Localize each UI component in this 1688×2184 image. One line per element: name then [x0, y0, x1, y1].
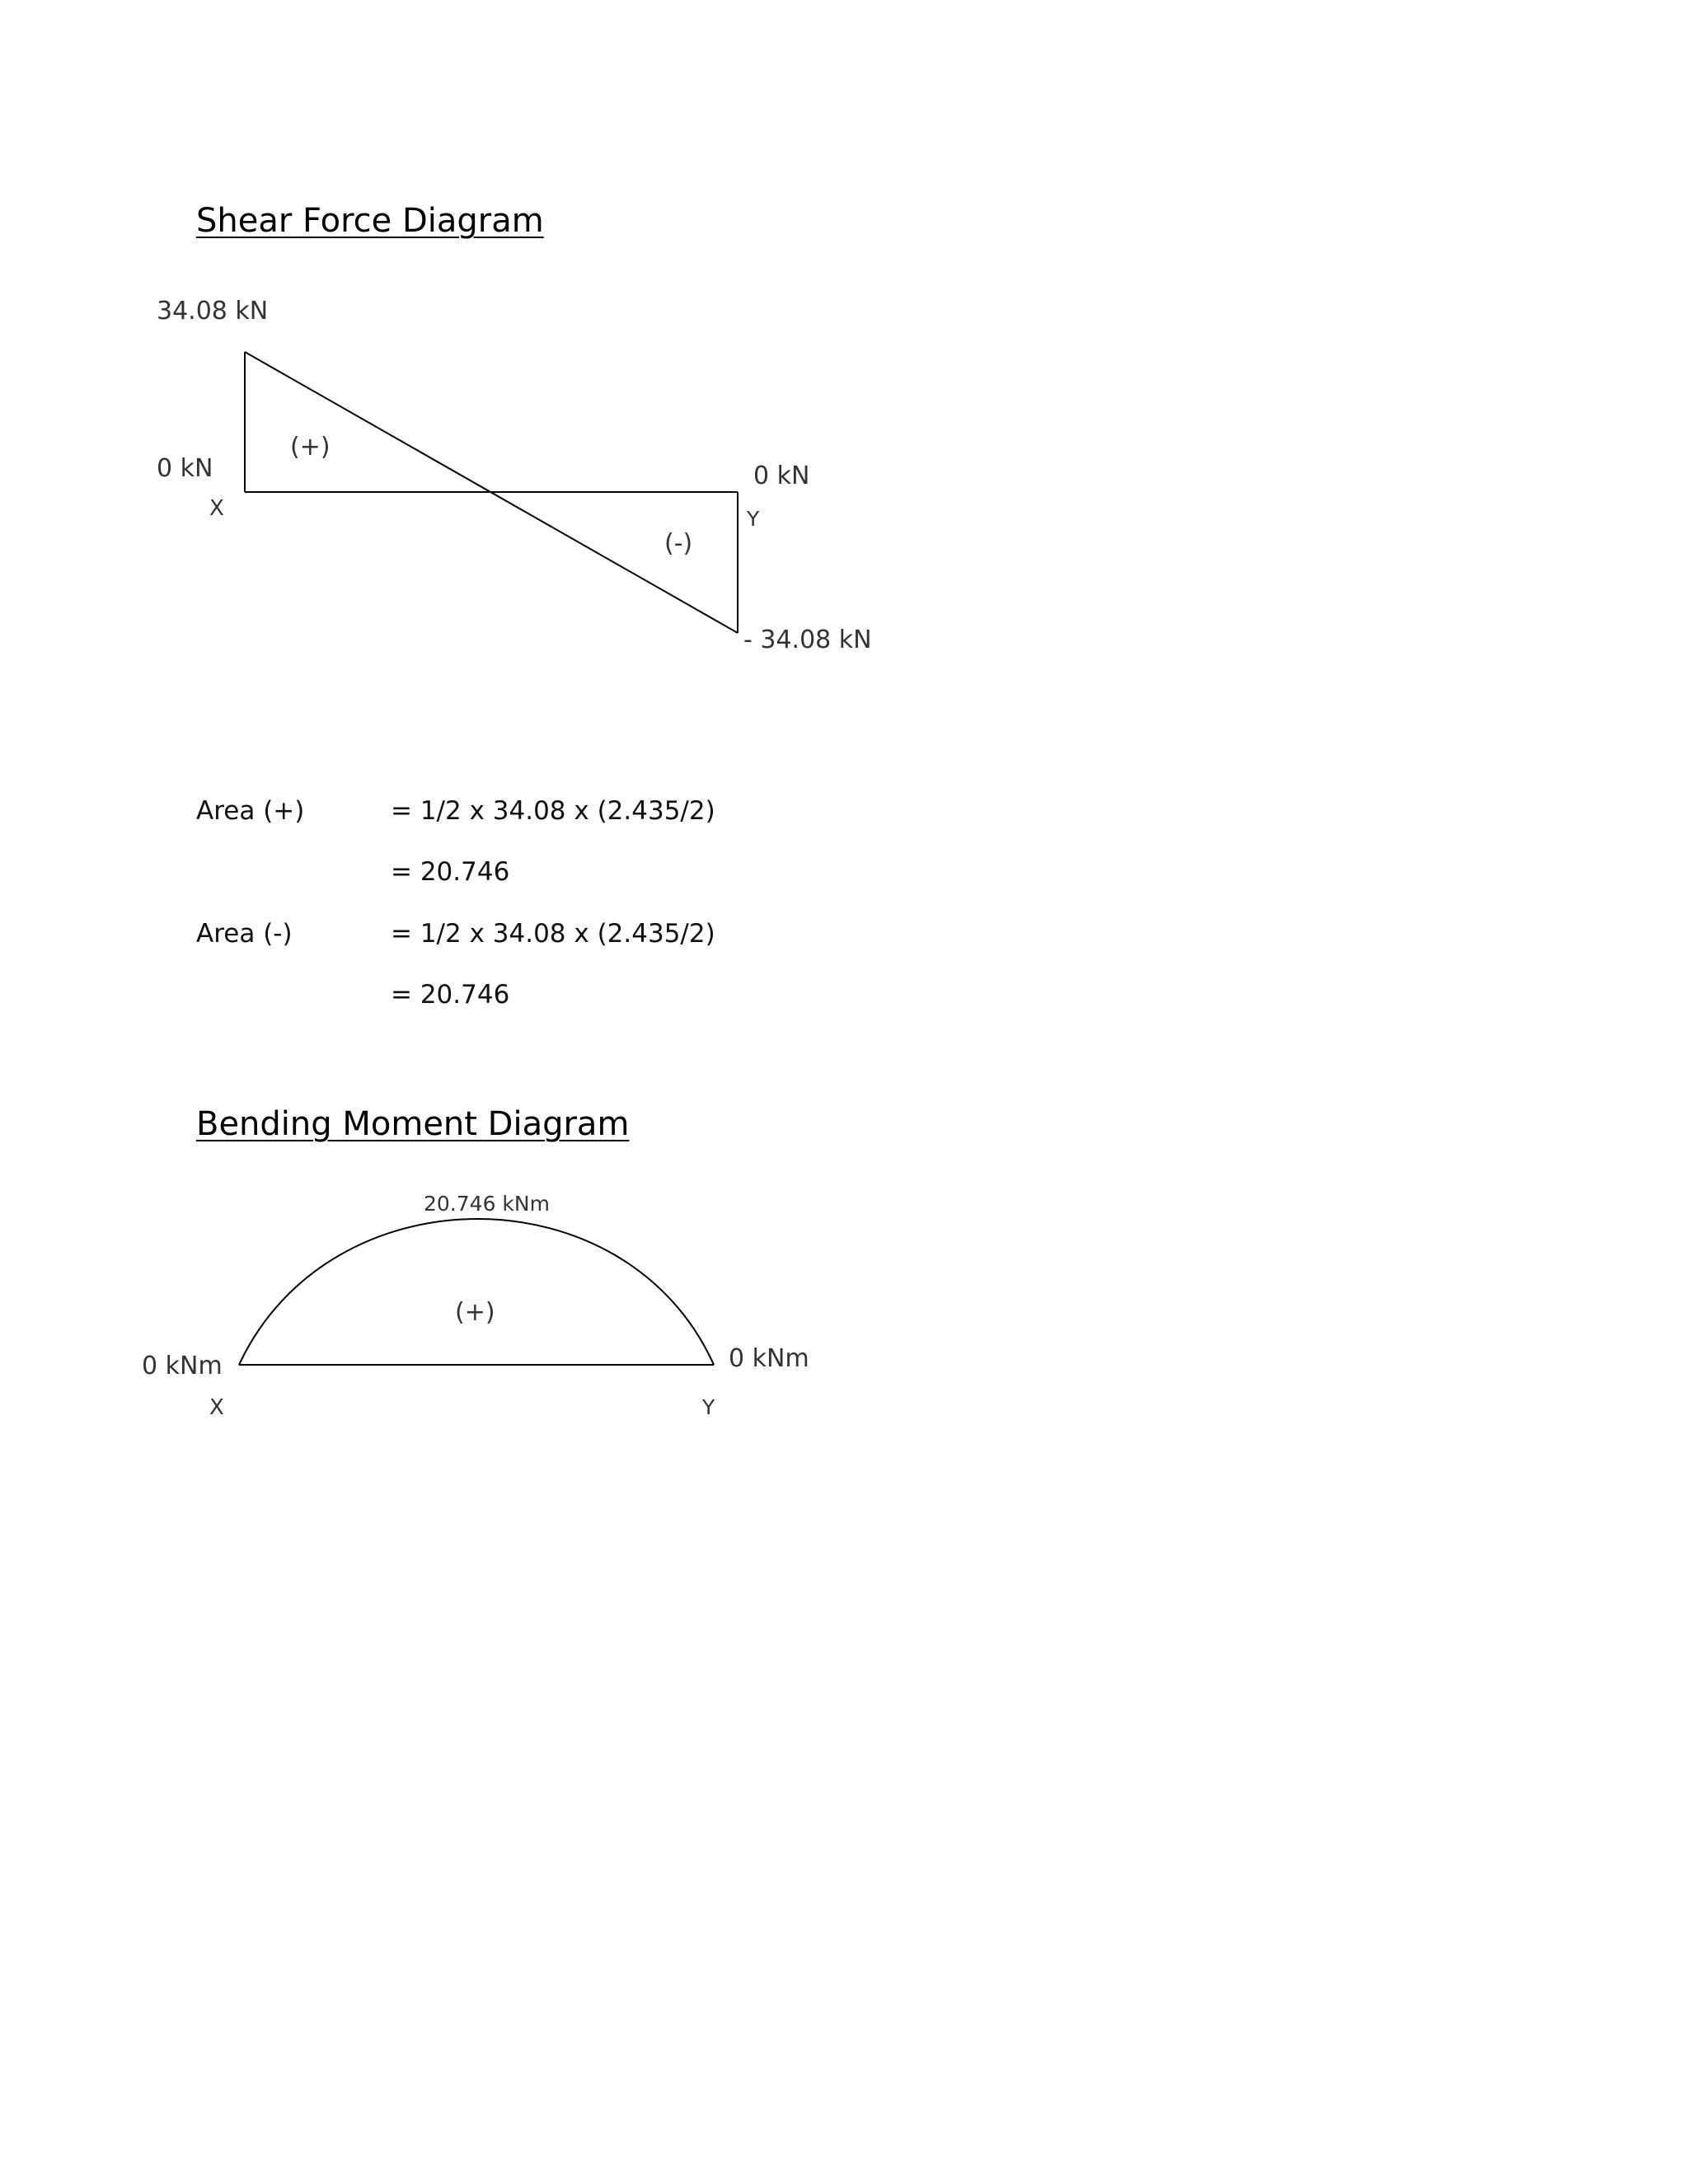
area-negative-label: Area (-)	[196, 919, 293, 949]
bmd-peak-label: 20.746 kNm	[424, 1192, 550, 1216]
bending-moment-title: Bending Moment Diagram	[196, 1105, 630, 1143]
area-negative-result: = 20.746	[391, 980, 510, 1010]
shear-force-title: Shear Force Diagram	[196, 202, 544, 240]
bmd-right-zero-label: 0 kNm	[729, 1344, 809, 1373]
bmd-point-y: Y	[702, 1395, 715, 1419]
sfd-min-label: - 34.08 kN	[743, 626, 872, 654]
sfd-left-zero-label: 0 kN	[157, 454, 213, 483]
sfd-point-x: X	[209, 496, 224, 521]
area-positive-result: = 20.746	[391, 857, 510, 887]
sfd-positive-region: (+)	[290, 433, 331, 462]
area-positive-formula: = 1/2 x 34.08 x (2.435/2)	[391, 796, 715, 826]
sfd-point-y: Y	[747, 507, 760, 531]
bmd-point-x: X	[209, 1395, 224, 1420]
sfd-max-label: 34.08 kN	[157, 297, 269, 326]
sfd-shear-line	[245, 352, 738, 633]
bmd-left-zero-label: 0 kNm	[142, 1352, 223, 1380]
bmd-region: (+)	[455, 1298, 495, 1327]
area-negative-formula: = 1/2 x 34.08 x (2.435/2)	[391, 919, 715, 949]
bmd-curve	[239, 1219, 714, 1365]
sfd-negative-region: (-)	[664, 529, 693, 558]
area-positive-label: Area (+)	[196, 796, 305, 826]
sfd-right-zero-label: 0 kN	[753, 462, 810, 490]
